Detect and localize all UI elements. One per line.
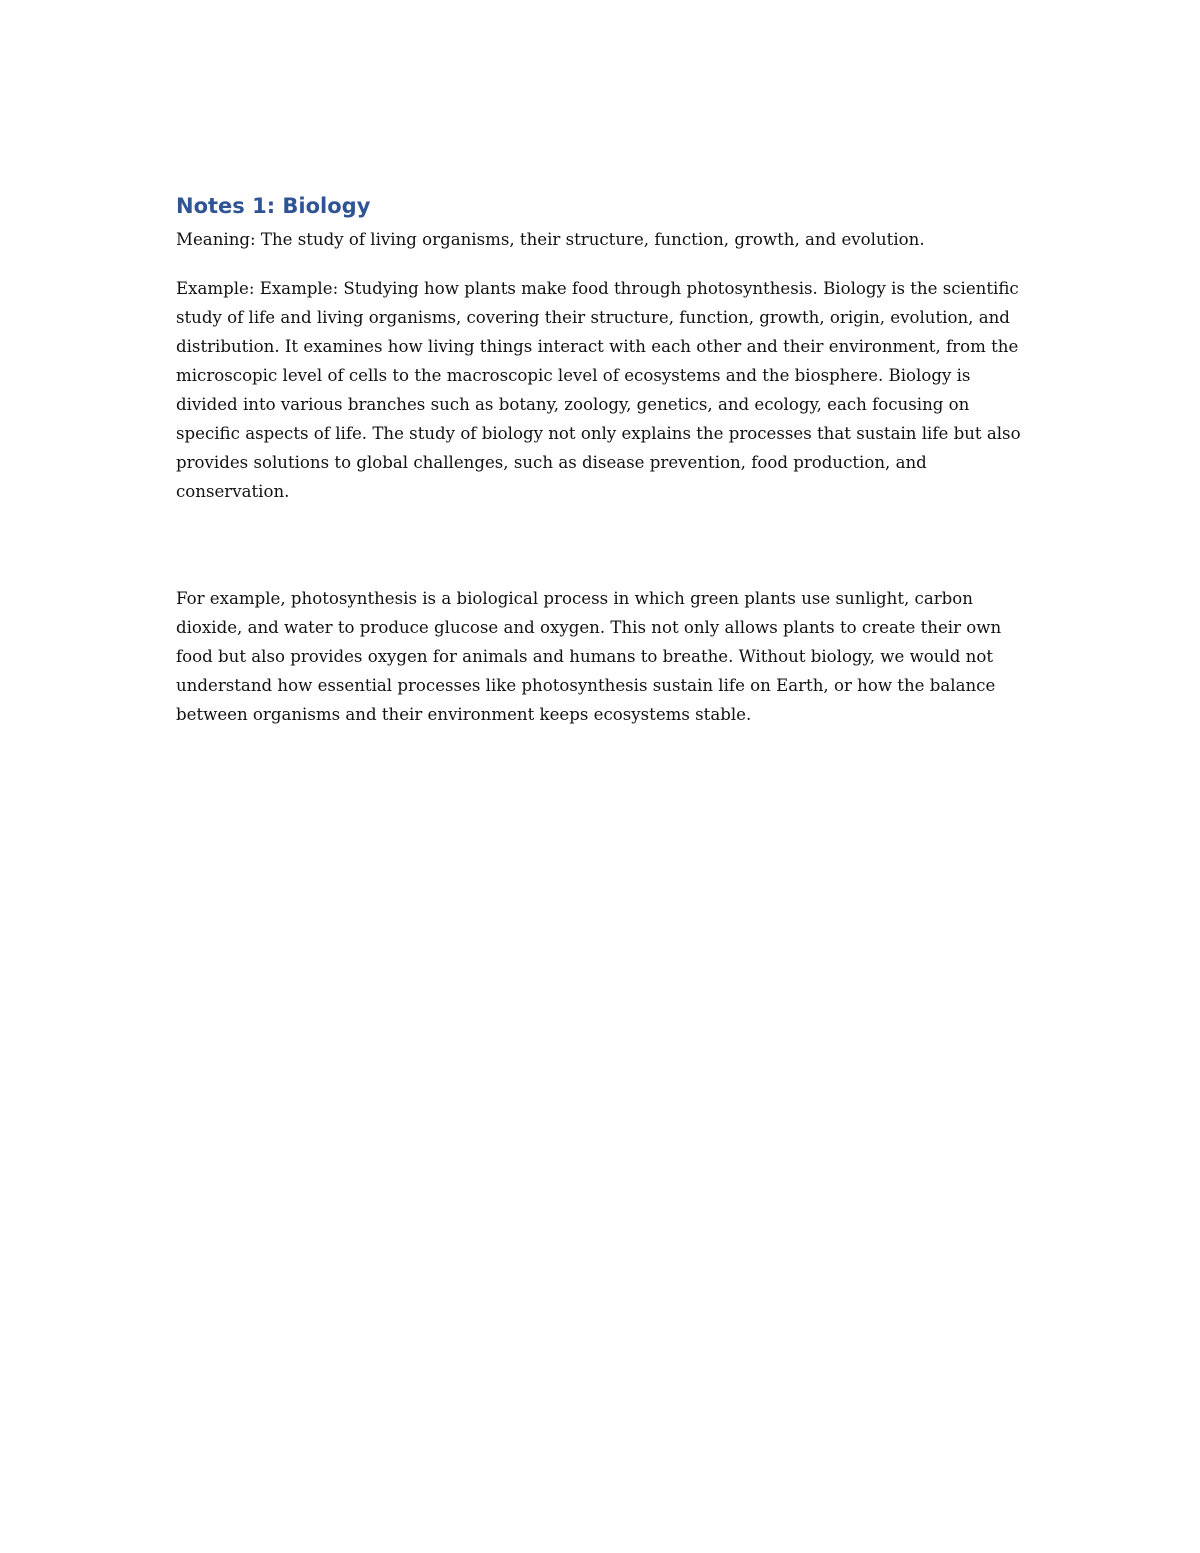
meaning-paragraph: Meaning: The study of living organisms, their structure, function, growth, and evolution.: [176, 230, 925, 249]
photosynthesis-paragraph: For example, photosynthesis is a biological process in which green plants use sunlight, carbon dioxide, and water to produce glucose and oxygen. This not only allows plants to create their own food but also provides oxygen for animals and humans to breathe. Without biology, we would not understand how essential processes like photosynthesis sustain life on Earth, or how the balance between organisms and their environment keeps ecosystems stable.: [176, 589, 1002, 724]
document-body: [176, 189, 1026, 729]
example-paragraph: Example: Example: Studying how plants make food through photosynthesis. Biology is the scientific study of life and living organisms, covering their structure, function, growth, origin, evolution, and distribution. It examines how living things interact with each other and their environment, from the microscopic level of cells to the macroscopic level of ecosystems and the biosphere. Biology is divided into various branches such as botany, zoology, genetics, and ecology, each focusing on specific aspects of life. The study of biology not only explains the processes that sustain life but also provides solutions to global challenges, such as disease prevention, food production, and conservation.: [176, 279, 1021, 501]
document-heading: Notes 1: Biology: [176, 194, 371, 218]
